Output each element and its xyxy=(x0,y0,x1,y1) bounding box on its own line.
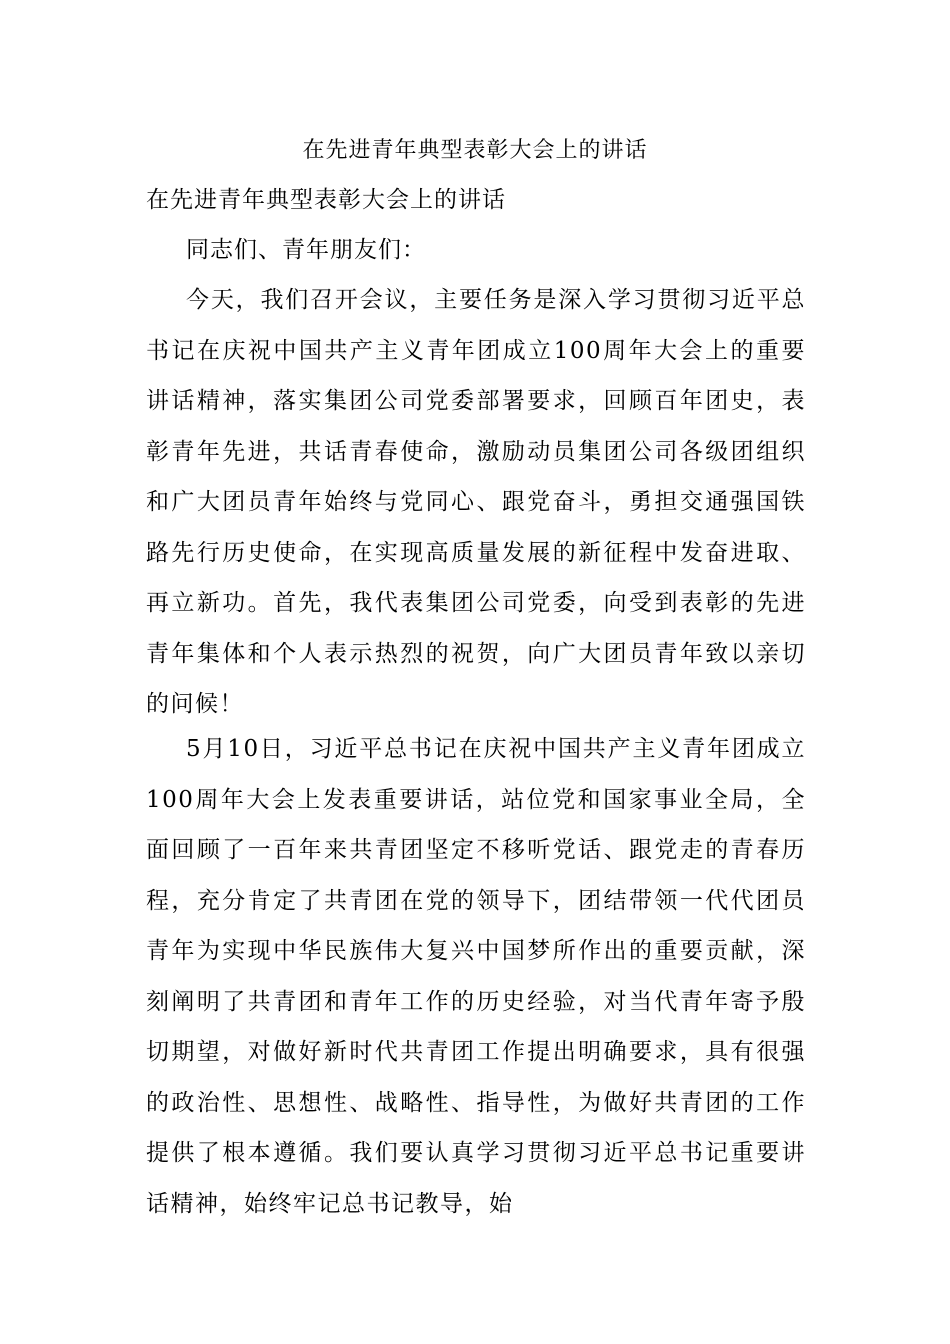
document-title: 在先进青年典型表彰大会上的讲话 xyxy=(302,138,648,163)
greeting-line: 同志们、青年朋友们： xyxy=(186,237,426,263)
body-paragraph-1: 今天，我们召开会议，主要任务是深入学习贯彻习近平总书记在庆祝中国共产主义青年团成立100周年大会上的重要讲话精神，落实集团公司党委部署要求，回顾百年团史，表彰青年先进，共话青春使命，激励动员集团公司各级团组织和广大团员青年始终与党同心、跟党奋斗，勇担交通强国铁路先行历史使命，在实现高质量发展的新征程中发奋进取、再立新功。首先，我代表集团公司党委，向受到表彰的先进青年集体和个人表示热烈的祝贺，向广大团员青年致以亲切的问候！ xyxy=(146,287,806,717)
document-subtitle: 在先进青年典型表彰大会上的讲话 xyxy=(146,187,506,213)
body-paragraph-2: 5月10日，习近平总书记在庆祝中国共产主义青年团成立100周年大会上发表重要讲话，站位党和国家事业全局，全面回顾了一百年来共青团坚定不移听党话、跟党走的青春历程，充分肯定了共青团在党的领导下，团结带领一代代团员青年为实现中华民族伟大复兴中国梦所作出的重要贡献，深刻阐明了共青团和青年工作的历史经验，对当代青年寄予殷切期望，对做好新时代共青团工作提出明确要求，具有很强的政治性、思想性、战略性、指导性，为做好共青团的工作提供了根本遵循。我们要认真学习贯彻习近平总书记重要讲话精神，始终牢记总书记教导，始 xyxy=(146,736,806,1217)
